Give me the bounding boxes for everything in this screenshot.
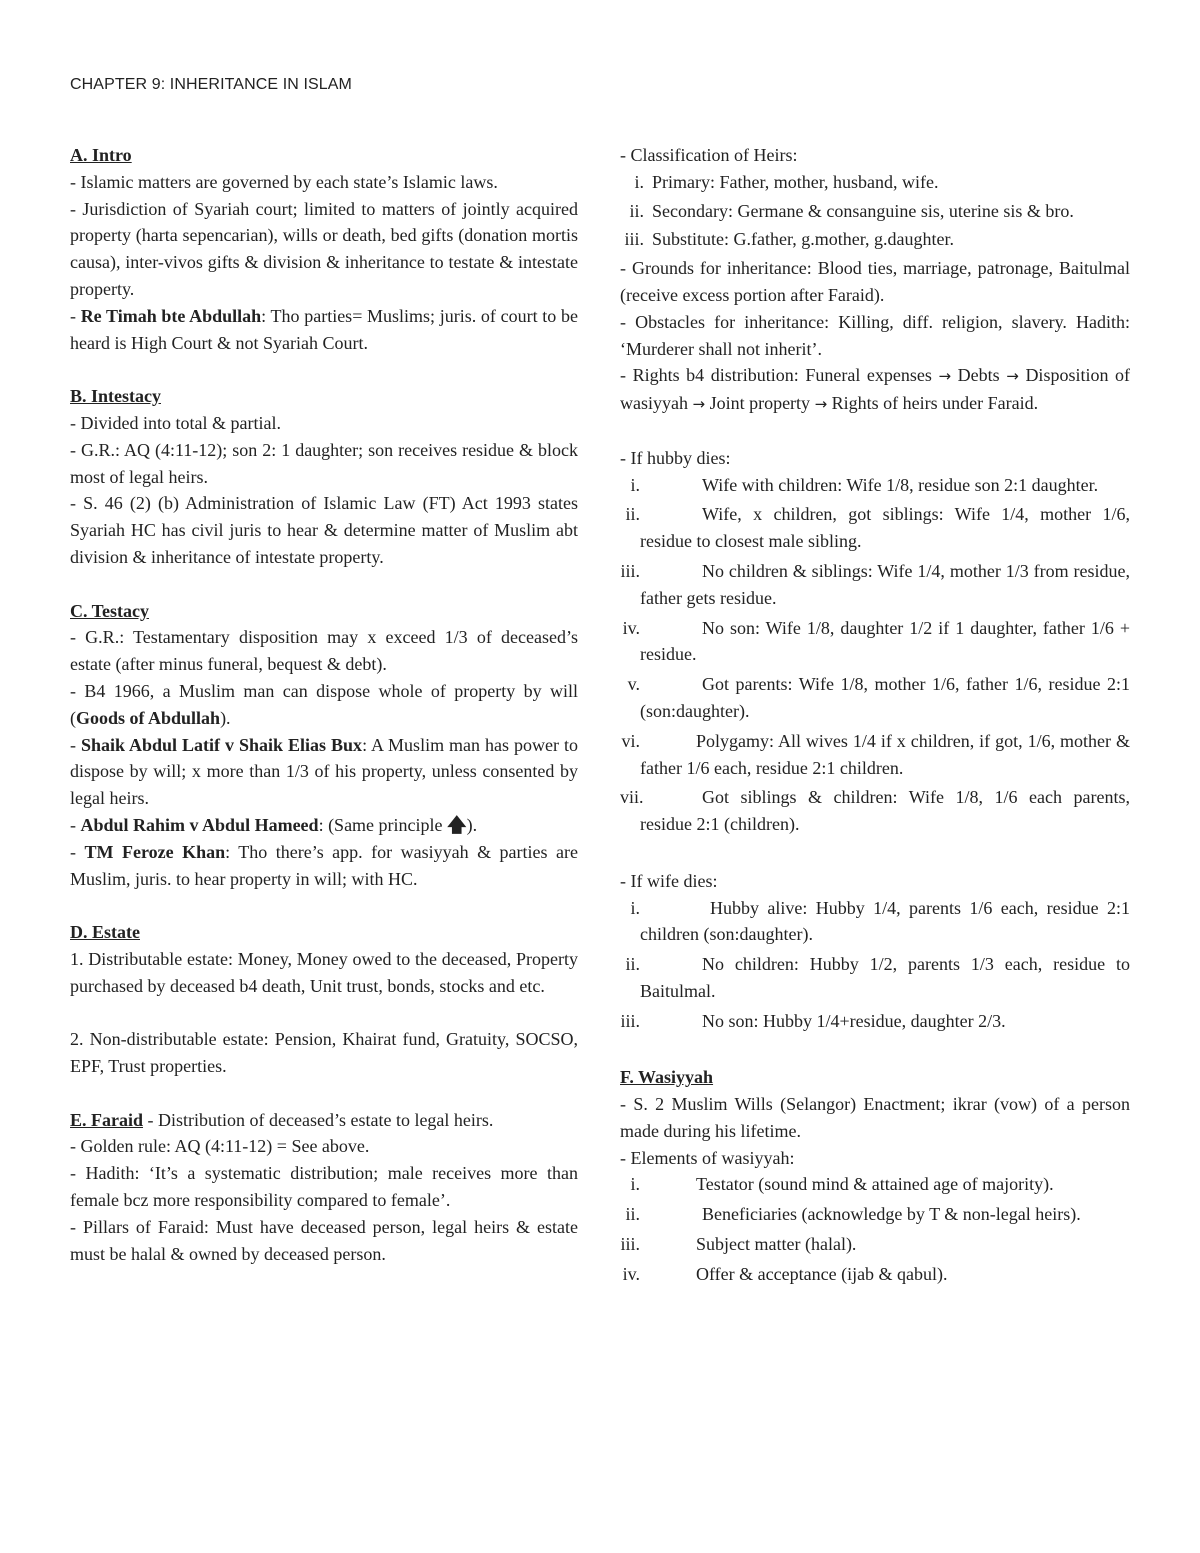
paragraph: - Obstacles for inheritance: Killing, diff. religion, slavery. Hadith: ‘Murderer shall not inherit’. (620, 311, 1130, 359)
section-heading: C. Testacy (70, 600, 150, 621)
list-text: No son: Wife 1/8, daughter 1/2 if 1 daughter, father 1/6 + residue. (640, 617, 1130, 665)
paragraph (70, 812, 578, 839)
list-number: i. (630, 897, 640, 918)
arrow-up-icon: 🡅 (447, 813, 467, 836)
list-number: i. (634, 171, 644, 192)
list-text: Polygamy: All wives 1/4 if x children, if got, 1/6, mother & father 1/6 each, residue 2:1 children. (640, 730, 1130, 778)
list-body (640, 951, 1130, 1005)
list-item (620, 951, 1130, 1005)
section-intestacy (70, 383, 578, 571)
list-number: iv. (622, 1263, 640, 1284)
dash: - (70, 841, 85, 862)
list-item (620, 472, 1130, 499)
paragraph: - G.R.: Testamentary disposition may x exceed 1/3 of deceased’s estate (after minus funeral, bequest & debt). (70, 627, 578, 675)
section-faraid (70, 1107, 578, 1268)
list-text: No son: Hubby 1/4+residue, daughter 2/3. (702, 1010, 1006, 1031)
list-number: vii. (620, 787, 644, 808)
list-body (640, 558, 1130, 612)
arrow-right-icon: → (1006, 367, 1019, 386)
list-number: iii. (620, 560, 640, 581)
list-item (620, 558, 1130, 612)
section-heading: A. Intro (70, 145, 132, 165)
hubby-dies-list (620, 472, 1130, 838)
list-item (620, 1171, 1130, 1198)
wife-dies-list (620, 895, 1130, 1035)
list-text: Got siblings & children: Wife 1/8, 1/6 each parents, residue 2:1 (children). (640, 787, 1130, 835)
arrow-right-icon: → (814, 395, 828, 414)
list-text: Testator (sound mind & attained age of majority). (696, 1174, 1054, 1195)
list-item (620, 728, 1130, 782)
list-body (640, 1261, 1130, 1288)
list-body (640, 1008, 1130, 1035)
list-number: iv. (622, 617, 640, 638)
paragraph: - Grounds for inheritance: Blood ties, marriage, patronage, Baitulmal (receive excess portion after Faraid). (620, 258, 1130, 305)
case-text: : Tho there’s app. for wasiyyah & parties are Muslim, juris. to hear property in will; with HC. (70, 841, 578, 889)
dash: - (70, 305, 81, 326)
paragraph: - If wife dies: (620, 870, 718, 891)
heading-text: - Distribution of deceased’s estate to legal heirs. (143, 1109, 494, 1130)
list-item (620, 895, 1130, 949)
paragraph: 2. Non-distributable estate: Pension, Khairat fund, Gratuity, SOCSO, EPF, Trust properties. (70, 1029, 578, 1077)
paragraph: - Golden rule: AQ (4:11-12) = See above. (70, 1136, 370, 1157)
section-heading: F. Wasiyyah (620, 1067, 714, 1088)
dash: - (70, 814, 81, 835)
list-number: v. (627, 674, 640, 695)
list-item (620, 501, 1130, 555)
paragraph: - S. 46 (2) (b) Administration of Islamic Law (FT) Act 1993 states Syariah HC has civil juris to hear & determine matter of Muslim abt division & inheritance of intestate property. (70, 493, 578, 567)
list-text: Substitute: G.father, g.mother, g.daughter. (652, 229, 955, 250)
list-item (620, 1231, 1130, 1258)
case-name: Abdul Rahim v Abdul Hameed (80, 814, 319, 835)
list-text: Wife with children: Wife 1/8, residue son 2:1 daughter. (702, 474, 1099, 495)
case-name: Shaik Abdul Latif v Shaik Elias Bux (80, 734, 363, 755)
arrow-right-icon: → (938, 367, 952, 386)
list-number: ii. (625, 954, 640, 975)
list-number: i. (630, 474, 640, 495)
list-body (640, 784, 1130, 838)
list-text: Wife, x children, got siblings: Wife 1/4, mother 1/6, residue to closest male sibling. (640, 504, 1130, 552)
rights-step: Rights of heirs under Faraid. (831, 393, 1039, 414)
list-body (640, 1201, 1130, 1228)
section-estate (70, 919, 578, 1080)
list-item (620, 671, 1130, 725)
paragraph (70, 1107, 578, 1134)
list-item (620, 615, 1130, 669)
list-text: Hubby alive: Hubby 1/4, parents 1/6 each, residue 2:1 children (son:daughter). (640, 897, 1130, 945)
list-body (640, 728, 1130, 782)
paragraph: - If hubby dies: (620, 447, 731, 468)
paragraph: - Classification of Heirs: (620, 145, 798, 165)
case-text: ). (466, 814, 478, 835)
case-name: TM Feroze Khan (84, 841, 226, 862)
list-text: Primary: Father, mother, husband, wife. (652, 171, 939, 192)
arrow-right-icon: → (692, 395, 706, 414)
section-intro (70, 142, 578, 356)
paragraph (70, 732, 578, 812)
rights-step: Joint property (709, 393, 811, 414)
list-body (640, 501, 1130, 555)
list-text: No children & siblings: Wife 1/4, mother 1/3 from residue, father gets residue. (640, 560, 1130, 608)
paragraph-text: ). (220, 707, 231, 728)
paragraph (70, 303, 578, 357)
case-name: Re Timah bte Abdullah (80, 305, 262, 326)
list-text: Offer & acceptance (ijab & qabul). (696, 1263, 948, 1284)
case-text: : (Same principle (318, 814, 448, 835)
rights-step: Disposition of wasiyyah (620, 365, 1131, 414)
paragraph: - Hadith: ‘It’s a systematic distribution; male receives more than female bcz more responsibility compared to female’. (70, 1163, 578, 1211)
list-item (620, 1201, 1130, 1228)
case-text: : A Muslim man has power to dispose by will; x more than 1/3 of his property, unless consented by legal heirs. (70, 734, 578, 809)
dash: - (70, 734, 81, 755)
paragraph-text: - B4 1966, a Muslim man can dispose whole of property by will ( (70, 680, 578, 728)
right-column (620, 142, 1130, 1291)
paragraph: 1. Distributable estate: Money, Money owed to the deceased, Property purchased by deceased b4 death, Unit trust, bonds, stocks and etc. (70, 948, 578, 996)
list-text: Got parents: Wife 1/8, mother 1/6, father 1/6, residue 2:1 (son:daughter). (640, 674, 1130, 721)
case-name: Goods of Abdullah (76, 707, 221, 728)
paragraph: - Elements of wasiyyah: (620, 1147, 795, 1168)
list-body (640, 472, 1130, 499)
paragraph: - Islamic matters are governed by each state’s Islamic laws. (70, 171, 498, 192)
list-number: i. (630, 1174, 640, 1195)
list-number: ii. (625, 504, 640, 525)
rights-step: - Rights b4 distribution: Funeral expenses (620, 365, 932, 386)
paragraph: - S. 2 Muslim Wills (Selangor) Enactment; ikrar (vow) of a person made during his lifetime. (620, 1094, 1130, 1141)
section-heading: B. Intestacy (70, 386, 161, 407)
list-body (640, 1231, 1130, 1258)
list-number: vi. (621, 730, 640, 751)
list-number: iii. (620, 1010, 640, 1031)
elements-list (620, 1171, 1130, 1287)
list-text: Beneficiaries (acknowledge by T & non-legal heirs). (702, 1204, 1081, 1225)
list-text: Secondary: Germane & consanguine sis, uterine sis & bro. (652, 200, 1074, 221)
list-item (604, 169, 1130, 196)
paragraph (70, 678, 578, 732)
list-item (620, 1261, 1130, 1288)
section-testacy (70, 598, 578, 893)
left-column (70, 142, 578, 1267)
paragraph: - G.R.: AQ (4:11-12); son 2: 1 daughter; son receives residue & block most of legal heirs. (70, 439, 578, 487)
list-text: Subject matter (halal). (696, 1234, 857, 1255)
heirs-list (620, 169, 1130, 253)
list-body (640, 671, 1130, 725)
paragraph (70, 839, 578, 893)
paragraph: - Divided into total & partial. (70, 412, 281, 433)
list-item (604, 198, 1130, 225)
paragraph (620, 362, 1130, 418)
paragraph: - Jurisdiction of Syariah court; limited to matters of jointly acquired property (harta sepencarian), wills or death, bed gifts (donation mortis causa), inter-vivos gifts & division & inheritance to testate & intestate property. (70, 198, 578, 299)
list-body (640, 615, 1130, 669)
list-text: No children: Hubby 1/2, parents 1/3 each, residue to Baitulmal. (640, 954, 1130, 1001)
list-number: ii. (625, 1204, 640, 1225)
section-heading: E. Faraid (70, 1109, 144, 1130)
paragraph: - Pillars of Faraid: Must have deceased person, legal heirs & estate must be halal & owned by deceased person. (70, 1216, 578, 1264)
list-item (620, 784, 1130, 838)
list-number: iii. (624, 229, 644, 250)
list-body (640, 895, 1130, 949)
list-number: iii. (620, 1234, 640, 1255)
list-item (620, 1008, 1130, 1035)
case-text: : Tho parties= Muslims; juris. of court to be heard is High Court & not Syariah Court. (70, 305, 578, 353)
chapter-title: CHAPTER 9: INHERITANCE IN ISLAM (70, 76, 352, 93)
list-item (604, 226, 1130, 253)
list-body (640, 1171, 1130, 1198)
section-heading: D. Estate (70, 922, 140, 943)
rights-step: Debts (957, 365, 1000, 386)
list-number: ii. (629, 200, 644, 221)
